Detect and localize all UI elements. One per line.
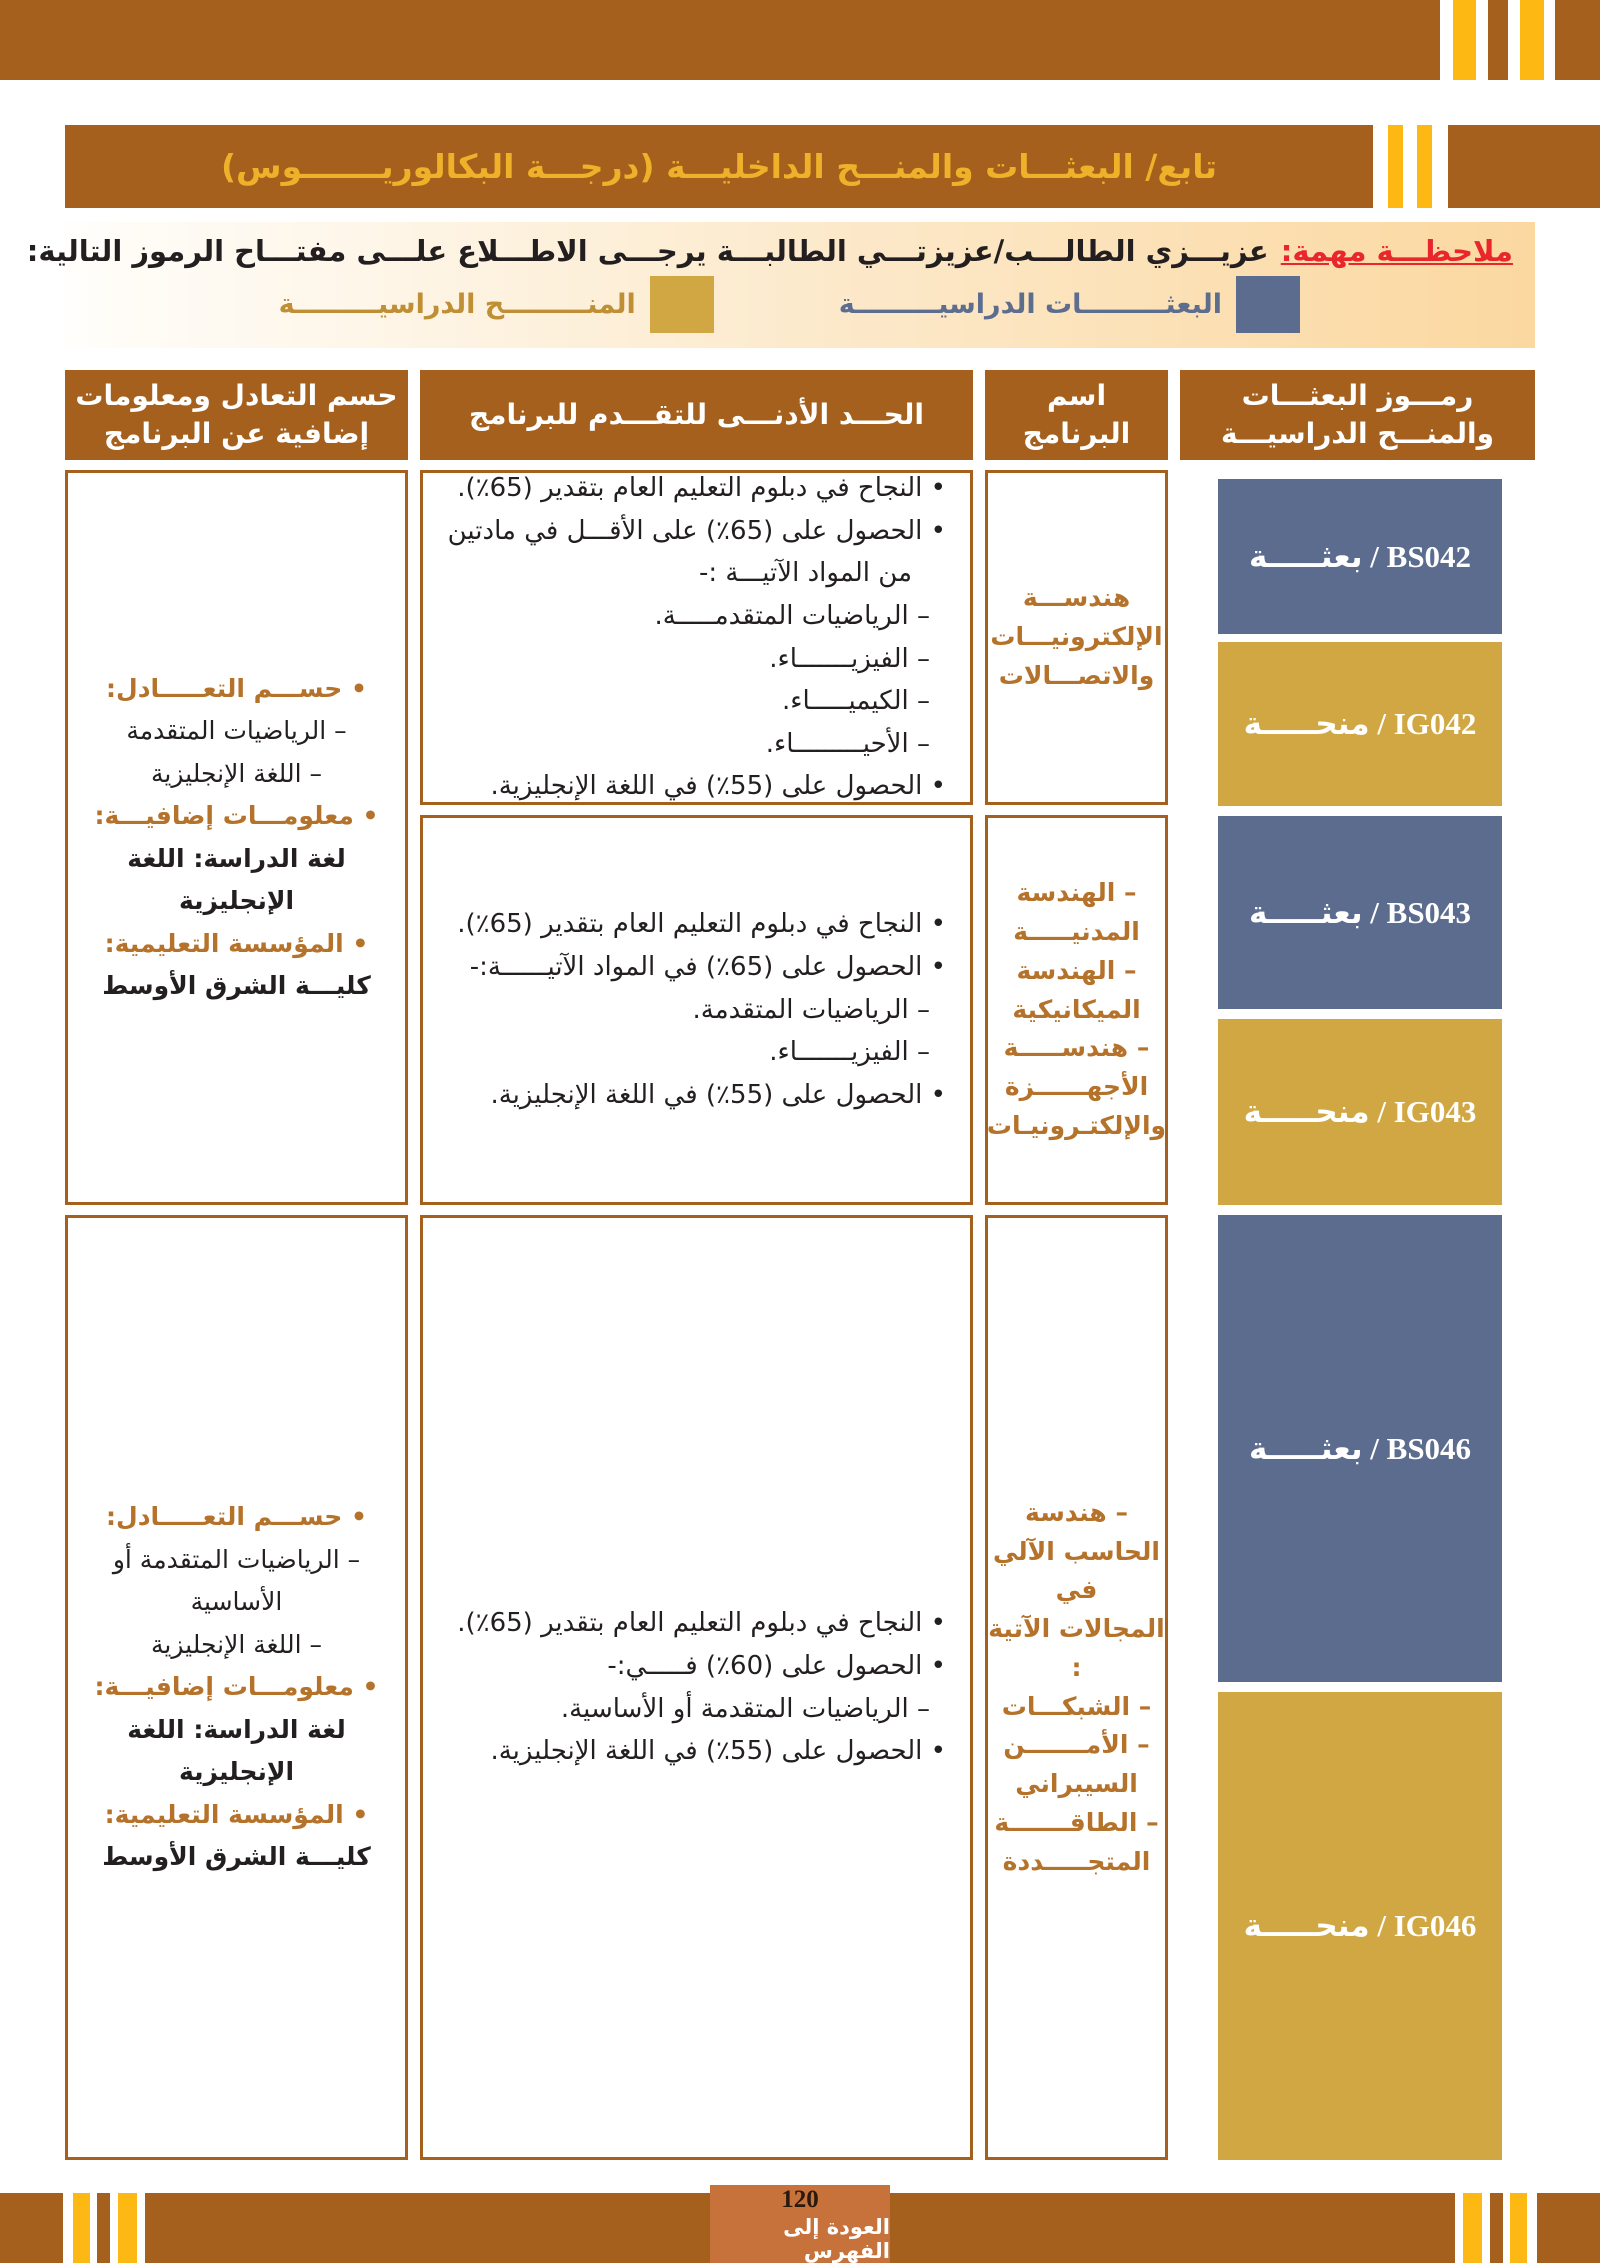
important-note xyxy=(26,222,1535,268)
page-title: تابع/ البعثـــات والمنـــح الداخليـــة (درجـــة البكالوريـــــــوس) xyxy=(65,125,1373,208)
grant-color-swatch xyxy=(650,276,714,333)
text-line: – الهندسة xyxy=(1016,878,1137,908)
equivalency-info-cell xyxy=(65,470,408,1205)
decor-stripe xyxy=(1488,0,1508,80)
text-line: – الرياضيات المتقدمة أو الأساسية xyxy=(112,1544,361,1617)
decor-gap xyxy=(1476,0,1488,80)
decor-stripe xyxy=(1417,125,1432,208)
text-line: – الرياضيات المتقدمة xyxy=(126,716,347,745)
text-line: • المؤسسة التعليمية: xyxy=(104,1799,369,1829)
title-row xyxy=(65,125,1600,208)
text-line: • النجاح في دبلوم التعليم العام بتقدير (65٪). xyxy=(457,473,946,503)
text-line: السيبراني xyxy=(1015,1769,1138,1798)
minimum-requirements-cell xyxy=(420,815,973,1205)
equivalency-info-cell xyxy=(65,1215,408,2160)
scholarship-color-swatch xyxy=(1236,276,1300,333)
text-line: كليـــة الشرق الأوسط xyxy=(102,971,371,1000)
text-line: الأجهــــــزة xyxy=(1004,1072,1149,1102)
decor-gap xyxy=(1455,2193,1463,2263)
decor-stripe xyxy=(1555,0,1600,80)
equivalency-column xyxy=(65,470,408,1205)
text-line: – اللغة الإنجليزية xyxy=(151,1629,322,1659)
text-line: • النجاح في دبلوم التعليم العام بتقدير (65٪). xyxy=(457,909,946,940)
decor-stripe xyxy=(1537,2193,1600,2263)
note-strip xyxy=(26,222,1535,348)
scholarship-code-badge: BS042 / بعثـــــة xyxy=(1218,479,1502,634)
title-bar-end-block xyxy=(1448,125,1600,208)
text-line: • النجاح في دبلوم التعليم العام بتقدير (65٪). xyxy=(457,1608,946,1639)
program-name-cell xyxy=(985,1215,1168,2160)
footer-page-tab xyxy=(710,2185,890,2263)
decor-gap xyxy=(1403,125,1417,208)
back-to-index-link[interactable]: العودة إلى الفهرس xyxy=(783,2214,890,2263)
text-line: • معلومـــات إضافيـــة: xyxy=(94,801,379,830)
scholarship-code-badge: BS043 / بعثـــــة xyxy=(1218,816,1502,1009)
grant-code-badge: IG043 / منحـــــة xyxy=(1218,1019,1502,1205)
decor-stripe xyxy=(97,2193,110,2263)
decor-bar xyxy=(0,0,1440,80)
text-line: • الحصول على (65٪) على الأقـــل في مادتين من المواد الآتيـــة :- xyxy=(447,515,946,589)
text-line: – الأمـــــــن xyxy=(1003,1730,1150,1760)
program-name-cell xyxy=(985,470,1168,805)
text-line: • معلومـــات إضافيـــة: xyxy=(94,1672,379,1702)
decor-stripe xyxy=(1453,0,1476,80)
table-row-group-2 xyxy=(65,1215,1535,2160)
grant-code-badge: IG046 / منحـــــة xyxy=(1218,1692,1502,2160)
text-line: المدنيـــــة xyxy=(1013,917,1140,947)
program-name-column xyxy=(985,470,1168,1205)
top-decor-band xyxy=(0,0,1600,80)
text-line: المتجـــــددة xyxy=(1002,1846,1151,1876)
decor-stripe xyxy=(1388,125,1403,208)
legend-item-scholarship xyxy=(839,276,1300,333)
legend-row xyxy=(65,276,1535,333)
text-line: والاتصـــالات xyxy=(998,660,1155,690)
decor-gap xyxy=(1527,2193,1537,2263)
decor-gap xyxy=(1482,2193,1490,2263)
decor-stripe xyxy=(1520,0,1544,80)
codes-column xyxy=(1180,1215,1535,2160)
text-line: • الحصول على (65٪) في المواد الآتيــــــة:- xyxy=(469,952,946,983)
text-line: • الحصول على (55٪) في اللغة الإنجليزية. xyxy=(490,1079,946,1110)
text-line: الحاسب الآلي في xyxy=(993,1536,1160,1605)
text-line: – الأحيـــــــــاء. xyxy=(765,728,930,759)
decor-gap xyxy=(1503,2193,1510,2263)
text-line: المجالات الآتية : xyxy=(988,1614,1165,1682)
note-text: عزيـــزي الطالـــب/عزيزتـــي الطالبـــة يرجـــى الاطـــلاع علـــى مفتـــاح الرموز التالية: xyxy=(26,234,1269,268)
scholarship-legend-label: البعثـــــــــات الدراسيـــــــــة xyxy=(838,289,1222,320)
decor-gap xyxy=(63,2193,73,2263)
program-name-cell xyxy=(985,815,1168,1205)
text-line: لغة الدراسة: اللغة الإنجليزية xyxy=(127,843,346,915)
text-line: – الهندسة xyxy=(1016,955,1137,985)
decor-gap xyxy=(1440,0,1453,80)
decor-gap xyxy=(110,2193,118,2263)
programs-table xyxy=(65,370,1535,2160)
text-line: – الطاقـــــــة xyxy=(994,1807,1159,1837)
decor-gap xyxy=(1432,125,1448,208)
text-line: – الفيزيـــــــاء. xyxy=(769,643,930,674)
text-line: – الفيزيـــــــاء. xyxy=(769,1037,930,1068)
text-line: • الحصول على (55٪) في اللغة الإنجليزية. xyxy=(490,1736,946,1767)
text-line: لغة الدراسة: اللغة الإنجليزية xyxy=(127,1714,346,1787)
text-line: والإلكتـرونيـات xyxy=(986,1110,1167,1140)
decor-gap xyxy=(137,2193,145,2263)
program-name-column xyxy=(985,1215,1168,2160)
scholarship-code-badge: BS046 / بعثـــــة xyxy=(1218,1215,1502,1682)
text-line: – الكيميـــــاء. xyxy=(782,686,930,717)
decor-stripe xyxy=(0,2193,63,2263)
text-line: • الحصول على (60٪) فـــــي:- xyxy=(607,1650,946,1681)
header-codes: رمـــوز البعثـــات والمنـــح الدراسيـــة xyxy=(1180,370,1535,460)
page-number: 120 xyxy=(781,2185,819,2213)
text-line: – اللغة الإنجليزية xyxy=(151,758,322,788)
text-line: كليـــة الشرق الأوسط xyxy=(102,1842,371,1872)
text-line: • حســـم التعـــــادل: xyxy=(106,673,367,703)
text-line: الميكانيكية xyxy=(1012,994,1141,1024)
equivalency-column xyxy=(65,1215,408,2160)
minimum-requirements-cell xyxy=(420,470,973,805)
header-equivalency-info: حسم التعادل ومعلومات إضافية عن البرنامج xyxy=(65,370,408,460)
decor-gap xyxy=(1544,0,1555,80)
text-line: هندســـة xyxy=(1022,583,1131,613)
table-row-group-1 xyxy=(65,470,1535,1205)
decor-stripe xyxy=(1463,2193,1482,2263)
text-line: • الحصول على (55٪) في اللغة الإنجليزية. xyxy=(490,771,946,802)
decor-gap xyxy=(90,2193,97,2263)
grant-code-badge: IG042 / منحـــــة xyxy=(1218,642,1502,806)
grant-legend-label: المنـــــــــح الدراسيـــــــــة xyxy=(278,289,636,320)
table-header-row xyxy=(65,370,1535,460)
legend-item-grant xyxy=(279,276,714,333)
text-line: – الشبكـــات xyxy=(1001,1691,1152,1721)
header-minimum-requirements: الحـــد الأدنـــى للتقـــدم للبرنامج xyxy=(420,370,973,460)
minimum-requirements-cell xyxy=(420,1215,973,2160)
text-line: – هندســـــة xyxy=(1003,1033,1150,1063)
text-line: – الرياضيات المتقدمـــــة. xyxy=(654,600,930,631)
text-line: – الرياضيات المتقدمة. xyxy=(692,994,930,1025)
note-label: ملاحظـــة مهمة: xyxy=(1280,234,1513,268)
header-program-name: اسم البرنامج xyxy=(985,370,1168,460)
decor-stripe xyxy=(1490,2193,1503,2263)
decor-stripe xyxy=(73,2193,90,2263)
decor-gap xyxy=(1508,0,1520,80)
text-line: الإلكترونيـــات xyxy=(990,622,1163,652)
decor-stripe xyxy=(118,2193,137,2263)
decor-gap xyxy=(1373,125,1388,208)
minimum-requirements-column xyxy=(420,1215,973,2160)
minimum-requirements-column xyxy=(420,470,973,1205)
decor-stripe xyxy=(1510,2193,1527,2263)
text-line: • المؤسسة التعليمية: xyxy=(104,928,369,958)
text-line: – الرياضيات المتقدمة أو الأساسية. xyxy=(560,1693,930,1724)
text-line: – هندسة xyxy=(1025,1497,1128,1527)
text-line: • حســـم التعـــــادل: xyxy=(106,1502,367,1532)
codes-column xyxy=(1180,470,1535,1205)
